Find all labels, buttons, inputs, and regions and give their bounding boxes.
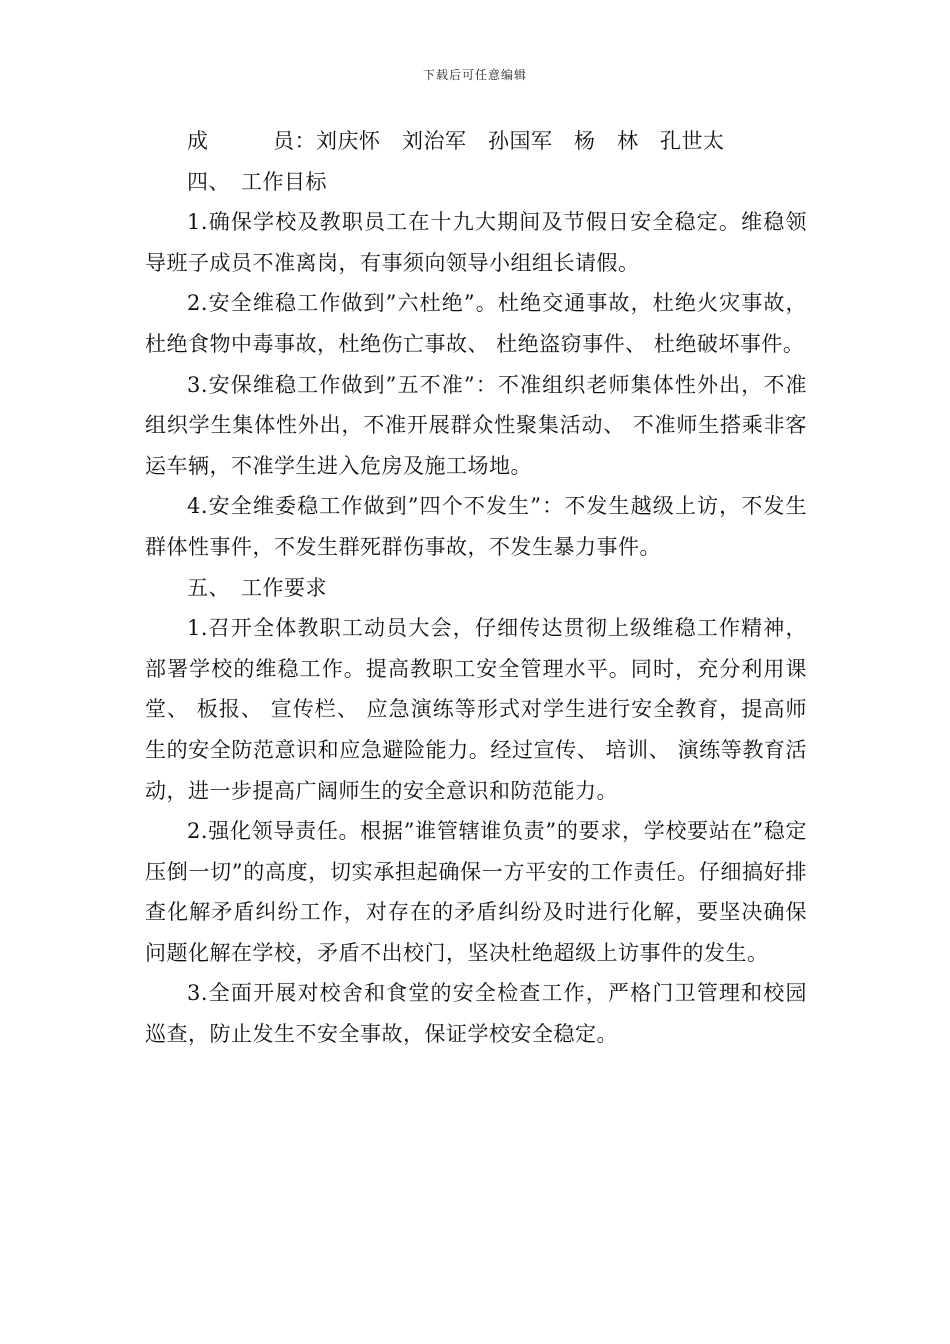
goal-item-3: 3.安保维稳工作做到”五不准”：不准组织老师集体性外出，不准组织学生集体性外出，不准开展群众性聚集活动、 不准师生搭乘非客运车辆，不准学生进入危房及施工场地。 [145,372,807,478]
section-heading-requirements: 五、 工作要求 [187,575,327,600]
goal-item-1: 1.确保学校及教职员工在十九大期间及节假日安全稳定。维稳领导班子成员不准离岗，有事须向领导小组组长请假。 [145,210,807,275]
requirement-item-3: 3.全面开展对校舍和食堂的安全检查工作，严格门卫管理和校园巡查，防止发生不安全事故，保证学校安全稳定。 [145,981,807,1047]
goal-item-4: 4.安全维委稳工作做到”四个不发生”：不发生越级上访，不发生群体性事件，不发生群死群伤事故，不发生暴力事件。 [145,494,807,559]
document-body [145,121,807,1055]
section-heading-goals: 四、 工作目标 [187,169,327,194]
requirement-item-1: 1.召开全体教职工动员大会，仔细传达贯彻上级维稳工作精神，部署学校的维稳工作。提高教职工安全管理水平。同时，充分利用课堂、 板报、 宣传栏、 应急演练等形式对学生进行安全教育，提高师生的安全防范意识和应急避险能力。经过宣传、 培训、 演练等教育活动，进一步提高广阔师生的安全意识和防范能力。 [145,616,807,803]
goal-item-2: 2.安全维稳工作做到”六杜绝”。杜绝交通事故，杜绝火灾事故，杜绝食物中毒事故，杜绝伤亡事故、 杜绝盗窃事件、 杜绝破坏事件。 [145,291,807,356]
requirement-item-2: 2.强化领导责任。根据”谁管辖谁负责”的要求，学校要站在”稳定压倒一切”的高度，切实承担起确保一方平安的工作责任。仔细搞好排查化解矛盾纠纷工作，对存在的矛盾纠纷及时进行化解，要坚决确保问题化解在学校，矛盾不出校门，坚决杜绝超级上访事件的发生。 [145,819,807,965]
members-line: 成 员：刘庆怀 刘治军 孙国军 杨 林 孔世太 [187,129,725,153]
page-header-note: 下载后可任意编辑 [422,68,527,82]
